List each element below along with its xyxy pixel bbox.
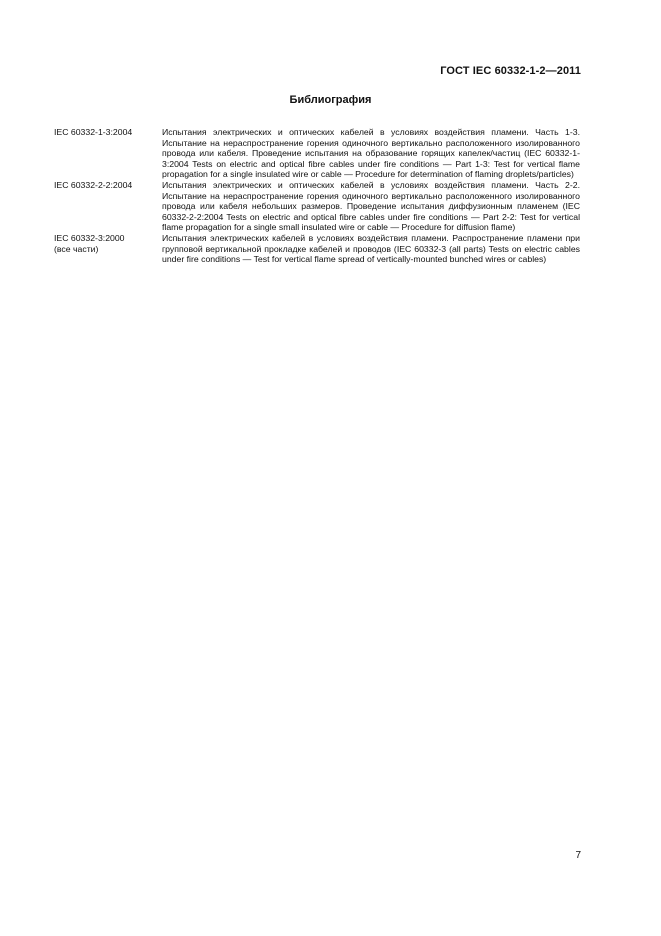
bibliography-entry-ref: IEC 60332-1-3:2004 xyxy=(54,127,133,137)
bibliography-title: Библиография xyxy=(289,94,372,106)
bibliography-entry-ref: IEC 60332-3:2000 (все части) xyxy=(54,232,125,254)
bibliography-entry xyxy=(54,127,580,180)
bibliography-entry-text: Испытания электрических и оптических кабелей в условиях воздействия пламени. Часть 2-2. Испытание на нераспространение горения одиночного вертикально расположенного изолированного провода или кабеля небольших размеров. Проведение испытания диффузионным пламенем (IEC 60332-2-2:2004 Tests on electric and optical fibre cables under fire conditions — Part 2-2: Test for vertical flame propagation for a single small insulated wire or cable — Procedure for diffusion flame) xyxy=(162,179,580,233)
bibliography-entry-ref: IEC 60332-2-2:2004 xyxy=(54,179,133,190)
bibliography-entry-text: Испытания электрических и оптических кабелей в условиях воздействия пламени. Часть 1-3. Испытание на нераспространение горения одиночного вертикально расположенного изолированного провода или кабеля. Проведение испытания на образование горящих капелек/частиц (IEC 60332-1-3:2004 Tests on electric and optical fibre cables under fire conditions — Part 1-3: Test for vertical flame propagation for a single insulated wire or cable — Procedure for determination of flaming droplets/particles) xyxy=(162,127,580,180)
bibliography-entry xyxy=(54,233,580,265)
standard-code-header: ГОСТ IEC 60332-1-2—2011 xyxy=(440,65,581,77)
bibliography-entry-text: Испытания электрических кабелей в условиях воздействия пламени. Распространение пламени при групповой вертикальной прокладке кабелей и проводов (IEC 60332-3 (all parts) Tests on electric cables under fire conditions — Test for vertical flame spread of vertically-mounted bunched wires or cables) xyxy=(162,232,580,265)
bibliography-entry xyxy=(54,180,580,233)
page-number: 7 xyxy=(575,850,581,861)
bibliography-list xyxy=(54,127,580,265)
